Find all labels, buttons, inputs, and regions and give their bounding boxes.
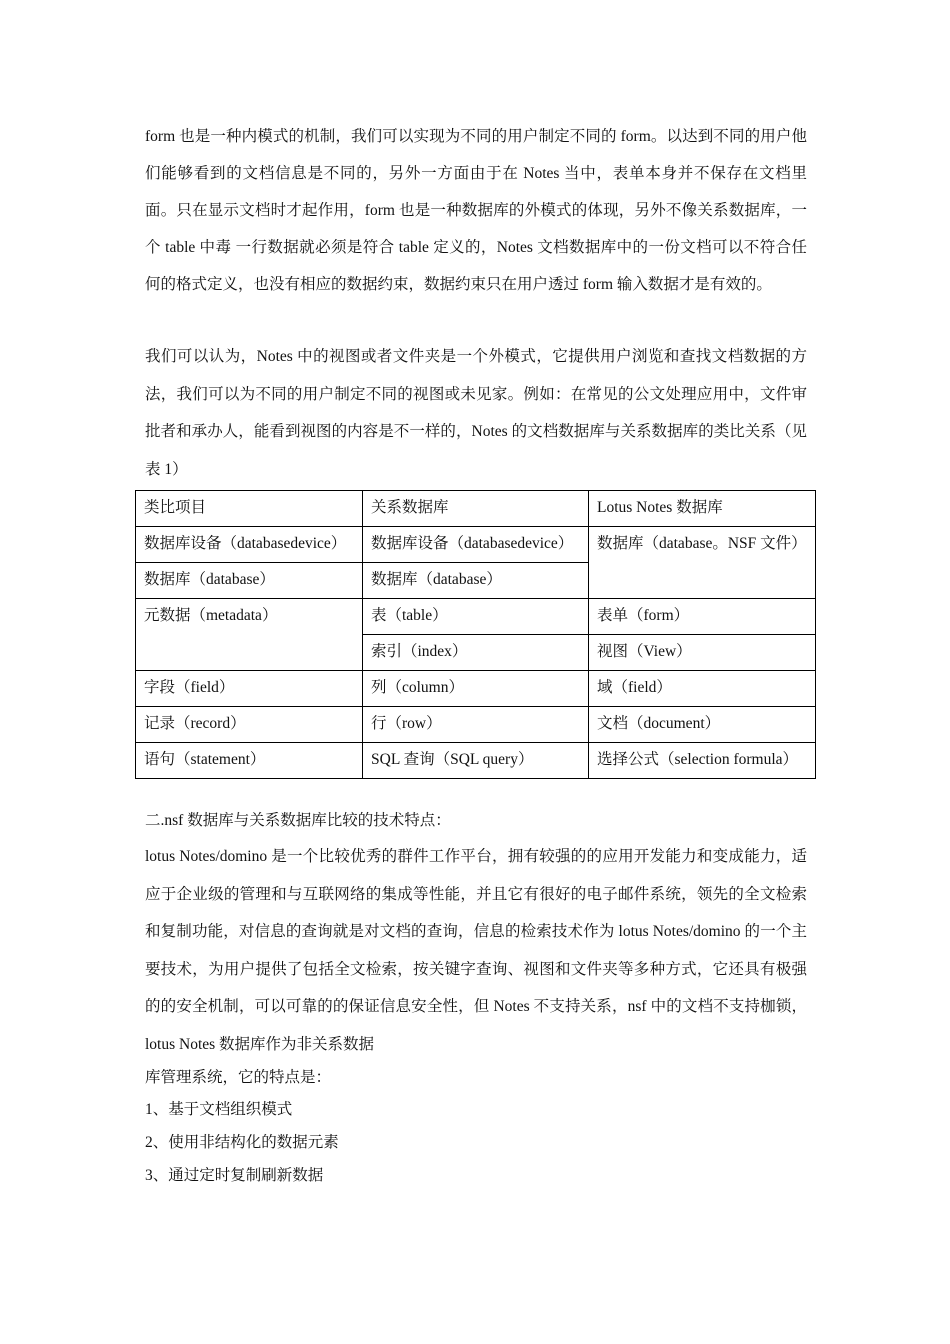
table-cell: 数据库（database） (363, 563, 589, 599)
table-cell: 数据库（database。NSF 文件） (589, 527, 816, 599)
table-cell: 语句（statement） (136, 743, 363, 779)
table-cell: 行（row） (363, 707, 589, 743)
table-cell: 数据库设备（databasedevice） (136, 527, 363, 563)
table-cell: SQL 查询（SQL query） (363, 743, 589, 779)
list-item: 1、基于文档组织模式 (145, 1101, 293, 1118)
table-header-cell: 类比项目 (136, 491, 363, 527)
table-row (136, 743, 816, 779)
comparison-table (135, 490, 816, 779)
table-cell: 字段（field） (136, 671, 363, 707)
table-cell: 文档（document） (589, 707, 816, 743)
list-item: 3、通过定时复制刷新数据 (145, 1167, 324, 1184)
table-row (136, 671, 816, 707)
table-row (136, 527, 816, 563)
table-row (136, 599, 816, 635)
paragraph-features-intro: 库管理系统，它的特点是： (145, 1069, 332, 1086)
paragraph-views-schema: 我们可以认为，Notes 中的视图或者文件夹是一个外模式，它提供用户浏览和查找文档数据的方法，我们可以为不同的用户制定不同的视图或未见家。例如：在常见的公文处理应用中，文件审批者和承办人，能看到视图的内容是不一样的，Notes 的文档数据库与关系数据库的类比关系（见表 1） (145, 348, 807, 478)
table-cell: 记录（record） (136, 707, 363, 743)
table-cell: 索引（index） (363, 635, 589, 671)
section-heading: 二.nsf 数据库与关系数据库比较的技术特点： (145, 812, 451, 829)
paragraph-lotus-features: lotus Notes/domino 是一个比较优秀的群件工作平台，拥有较强的的应用开发能力和变成能力，适应于企业级的管理和与互联网络的集成等性能，并且它有很好的电子邮件系统，领先的全文检索和复制功能，对信息的查询就是对文档的查询，信息的检索技术作为 lotus Notes/domino 的一个主要技术，为用户提供了包括全文检索，按关键字查询、视图和文件夹等多种方式，它还具有极强的的安全机制，可以可靠的的保证信息安全性，但 Notes 不支持关系，nsf 中的文档不支持枷锁，lotus Notes 数据库作为非关系数据 (145, 848, 807, 1053)
table-header-cell: 关系数据库 (363, 491, 589, 527)
table-cell: 选择公式（selection formula） (589, 743, 816, 779)
table-cell: 域（field） (589, 671, 816, 707)
table-cell: 元数据（metadata） (136, 599, 363, 671)
table-cell: 数据库（database） (136, 563, 363, 599)
table-cell: 表单（form） (589, 599, 816, 635)
table-header-cell: Lotus Notes 数据库 (589, 491, 816, 527)
list-item: 2、使用非结构化的数据元素 (145, 1134, 339, 1151)
table-header-row (136, 491, 816, 527)
table-row (136, 707, 816, 743)
table-cell: 表（table） (363, 599, 589, 635)
table-cell: 数据库设备（databasedevice） (363, 527, 589, 563)
paragraph-form-schema: form 也是一种内模式的机制，我们可以实现为不同的用户制定不同的 form。以达到不同的用户他们能够看到的文档信息是不同的，另外一方面由于在 Notes 当中，表单本身并不保存在文档里面。只在显示文档时才起作用，form 也是一种数据库的外模式的体现，另外不像关系数据库，一个 table 中毒 一行数据就必须是符合 table 定义的，Notes 文档数据库中的一份文档可以不符合任何的格式定义，也没有相应的数据约束，数据约束只在用户透过 form 输入数据才是有效的。 (145, 128, 807, 293)
table-cell: 视图（View） (589, 635, 816, 671)
table-cell: 列（column） (363, 671, 589, 707)
